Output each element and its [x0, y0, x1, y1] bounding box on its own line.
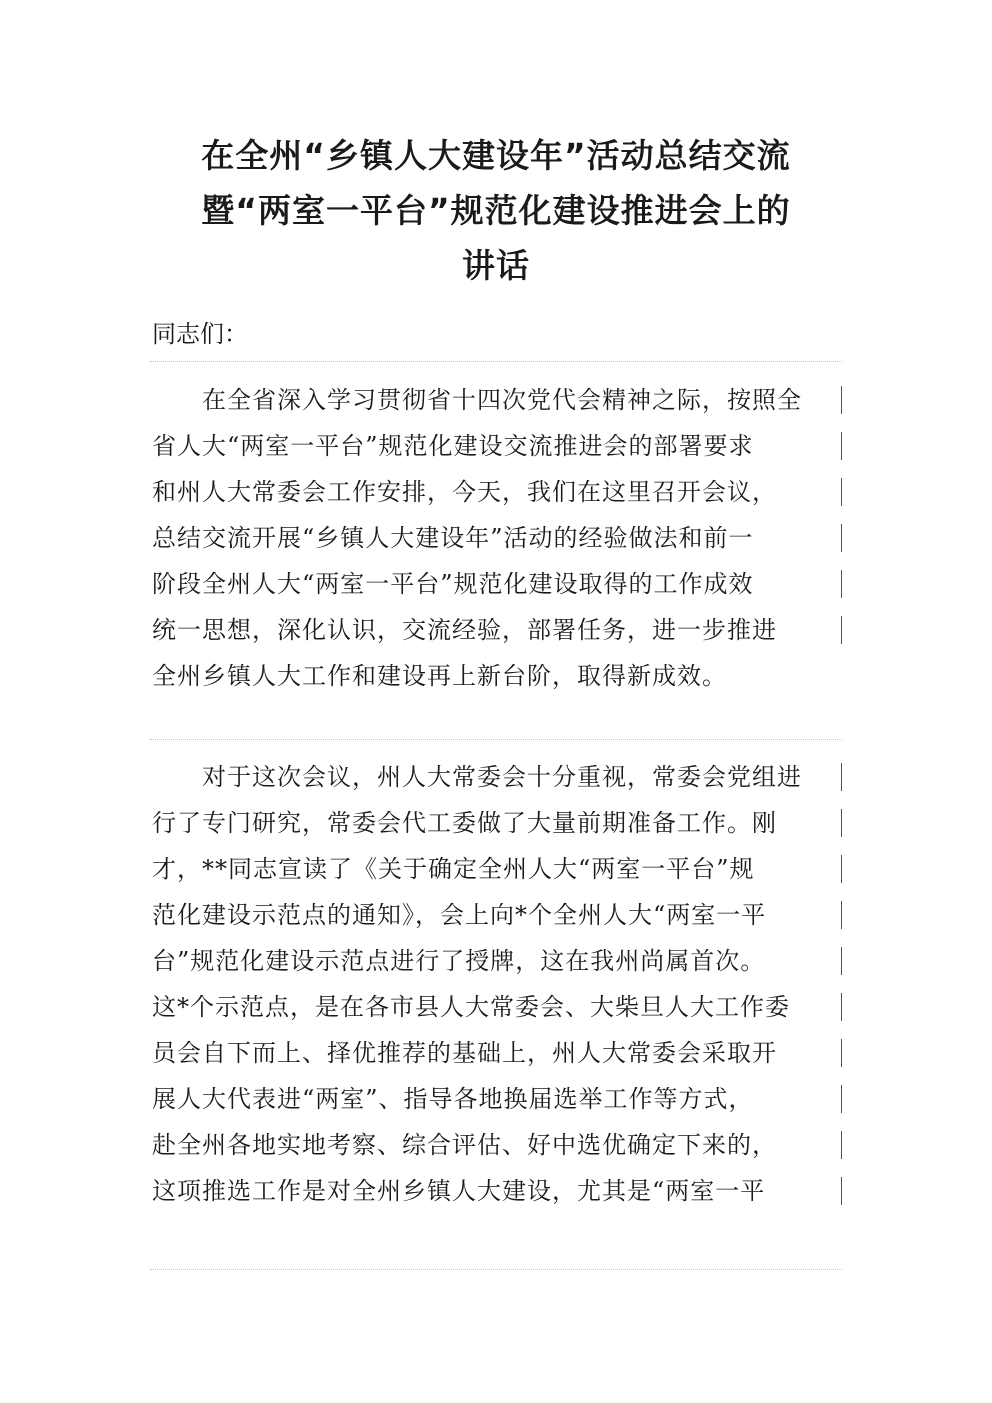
text-line: 总结交流开展“乡镇人大建设年”活动的经验做法和前一: [152, 515, 844, 561]
text-line: 行了专门研究，常委会代工委做了大量前期准备工作。刚: [152, 800, 844, 846]
text-line: 范化建设示范点的通知》，会上向*个全州人大“两室一平: [152, 892, 844, 938]
text-line: 和州人大常委会工作安排，今天，我们在这里召开会议，: [152, 469, 844, 515]
text-line: 阶段全州人大“两室一平台”规范化建设取得的工作成效: [152, 561, 844, 607]
text-line: 全州乡镇人大工作和建设再上新台阶，取得新成效。: [152, 662, 727, 690]
title-line: 在全州“乡镇人大建设年”活动总结交流: [201, 136, 791, 175]
salutation: 同志们：: [152, 320, 248, 348]
text-line: 展人大代表进“两室”、指导各地换届选举工作等方式，: [152, 1076, 844, 1122]
text-line: 才，**同志宣读了《关于确定全州人大“两室一平台”规: [152, 846, 844, 892]
paragraph-1: [152, 377, 844, 699]
paragraph-divider: [150, 361, 842, 362]
text-line: 这项推选工作是对全州乡镇人大建设，尤其是“两室一平: [152, 1168, 844, 1214]
text-line: 台”规范化建设示范点进行了授牌，这在我州尚属首次。: [152, 938, 844, 984]
paragraph-2: [152, 754, 844, 1214]
title-line: 暨“两室一平台”规范化建设推进会上的: [201, 191, 791, 230]
text-line: 对于这次会议，州人大常委会十分重视，常委会党组进: [152, 754, 844, 800]
paragraph-divider: [150, 739, 842, 740]
text-line: 统一思想，深化认识，交流经验，部署任务，进一步推进: [152, 607, 844, 653]
document-title: [120, 128, 872, 293]
paragraph-divider: [150, 1269, 842, 1270]
text-line: 这*个示范点，是在各市县人大常委会、大柴旦人大工作委: [152, 984, 844, 1030]
text-line: 省人大“两室一平台”规范化建设交流推进会的部署要求: [152, 423, 844, 469]
text-line: 在全省深入学习贯彻省十四次党代会精神之际，按照全: [152, 377, 844, 423]
text-line: 员会自下而上、择优推荐的基础上，州人大常委会采取开: [152, 1030, 844, 1076]
title-line: 讲话: [462, 246, 530, 285]
text-line: 赴全州各地实地考察、综合评估、好中选优确定下来的，: [152, 1122, 844, 1168]
